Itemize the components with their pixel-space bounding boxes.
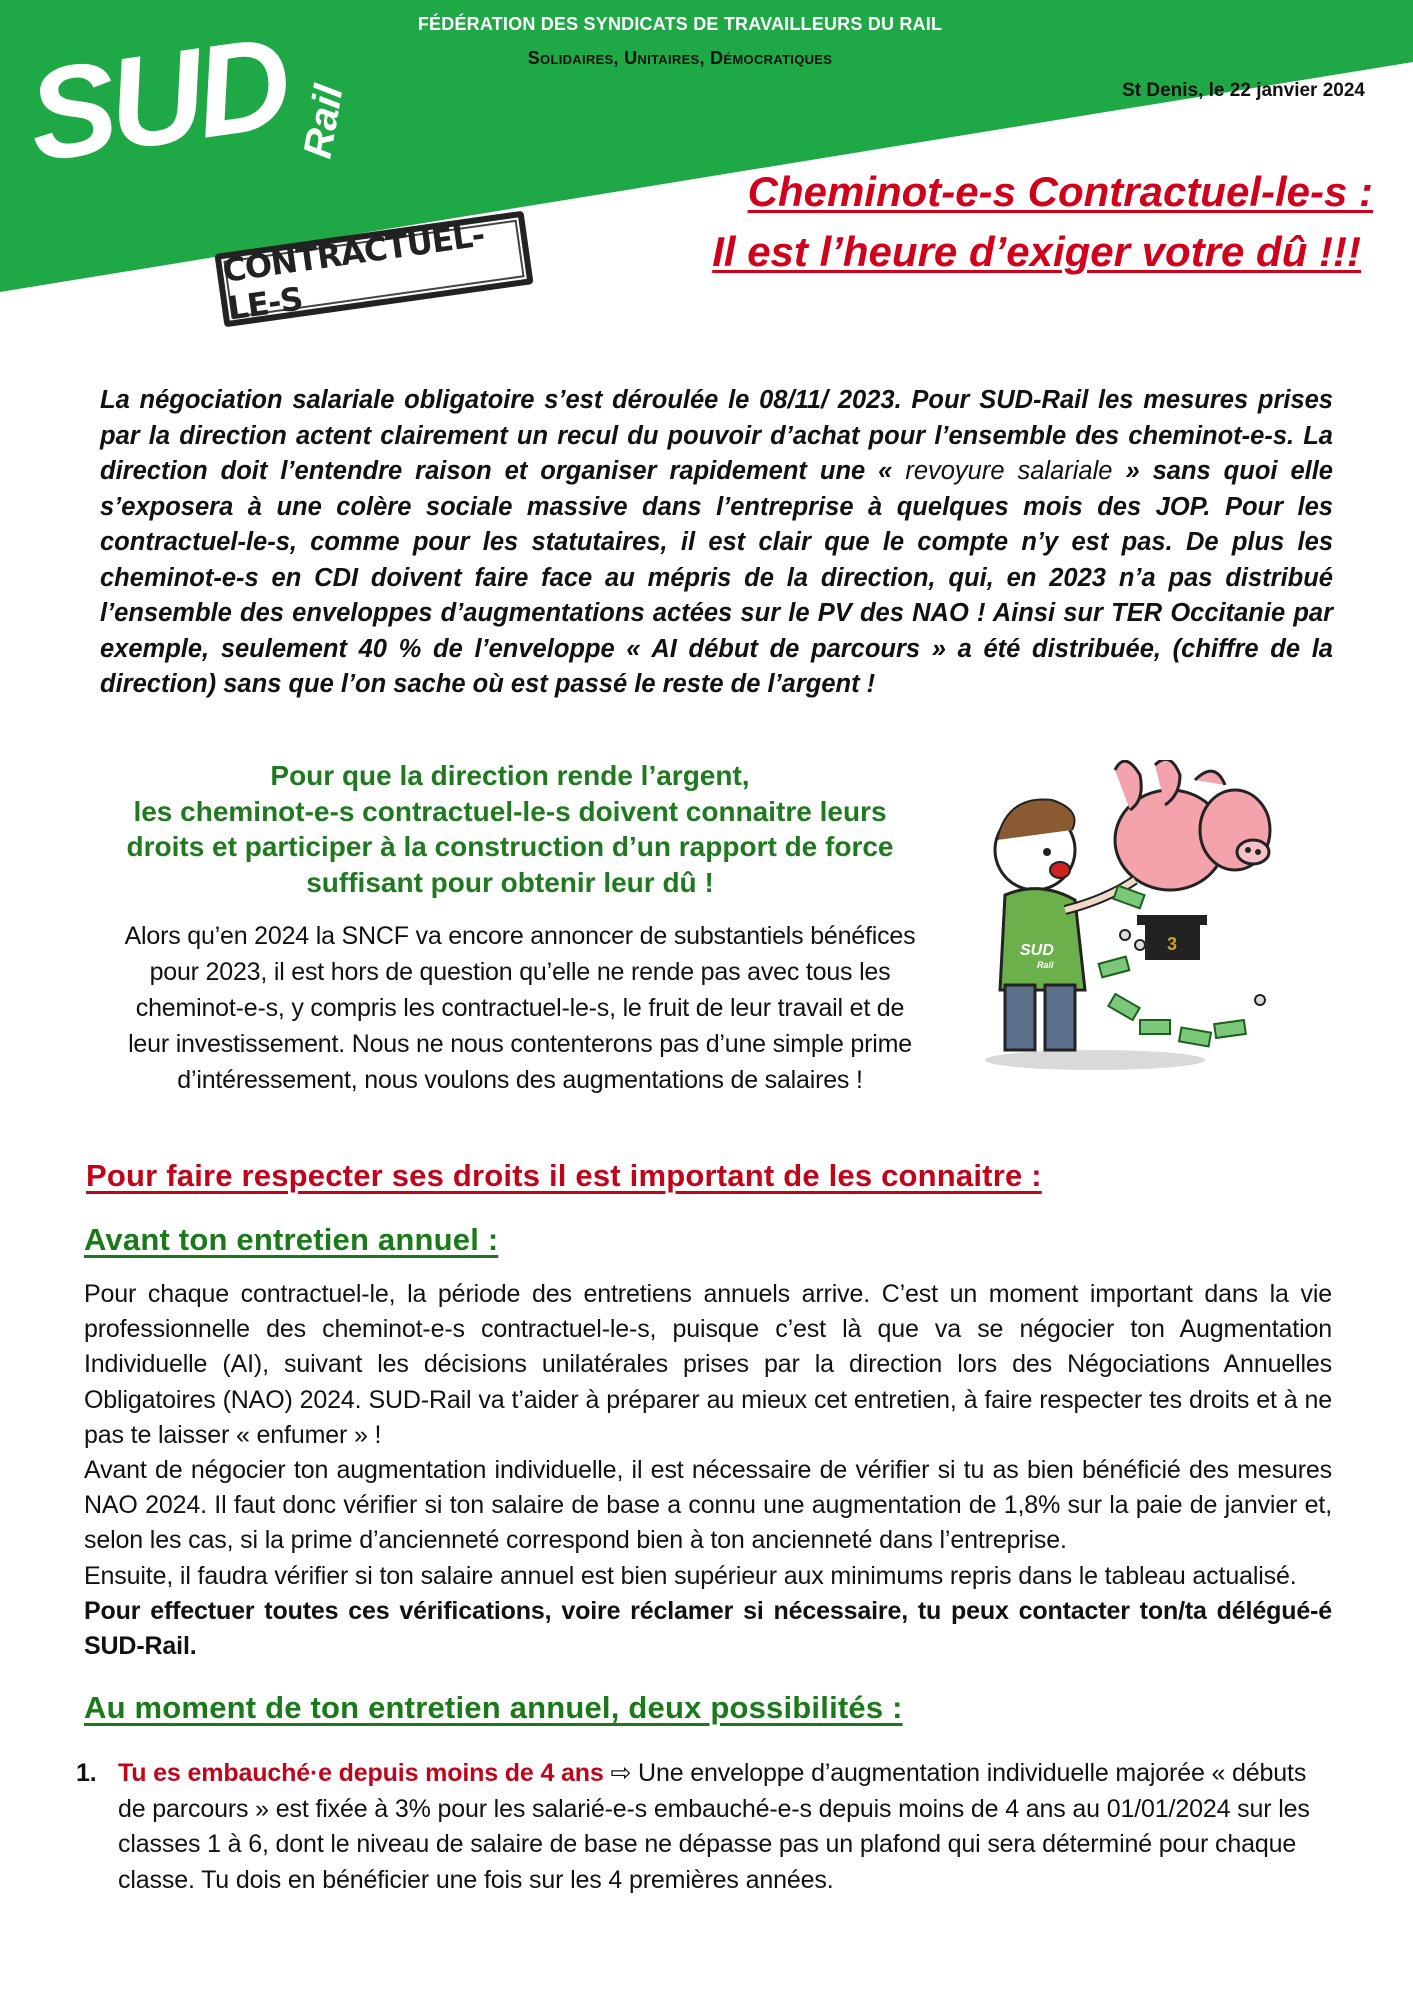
callout-body-line: pour 2023, il est hors de question qu’elle ne rende pas avec tous les bbox=[149, 958, 891, 986]
contractuel-stamp: CONTRACTUEL-LE-S bbox=[214, 211, 533, 328]
federation-name: FÉDÉRATION DES SYNDICATS DE TRAVAILLEURS DU RAIL bbox=[417, 14, 943, 34]
callout-body bbox=[90, 918, 950, 1098]
list-item-body: Une enveloppe d’augmentation individuelle majorée « débuts de parcours » est fixée à 3% pour les salarié-e-s embauché-e-s depuis moins de 4 ans au 01/01/2024 sur les classes 1 à 6, dont le niveau de salaire de base ne dépasse pas un plafond qui sera déterminé pour chaque classe. Tu dois en bénéficier une fois sur les 4 premières années. bbox=[118, 1759, 1310, 1894]
logo-text-rail: Rail bbox=[295, 81, 352, 162]
callout-body-line: Alors qu’en 2024 la SNCF va encore annoncer de substantiels bénéfices bbox=[124, 922, 916, 950]
list-item-number: 1. bbox=[76, 1759, 97, 1787]
federation-motto: Solidaires, Unitaires, Démocratiques bbox=[527, 48, 833, 68]
cartoon-illustration bbox=[965, 760, 1305, 1080]
callout-heading bbox=[70, 758, 950, 900]
callout-heading-line: suffisant pour obtenir leur dû ! bbox=[306, 866, 714, 898]
callout-heading-line: droits et participer à la construction d’un rapport de force bbox=[126, 831, 894, 862]
headline-line-2: Il est l’heure d’exiger votre dû !!! bbox=[712, 228, 1361, 275]
before-paragraph-1: Pour chaque contractuel-le, la période des entretiens annuels arrive. C’est un moment important dans la vie professionnelle des cheminot-e-s contractuel-le-s, puisque c’est là que va se négocier ton Augmentation Individuelle (AI), suivant les décisions unilatérales prises par la direction lors des Négociations Annuelles Obligatoires (NAO) 2024. SUD-Rail va t’aider à préparer au mieux cet entretien, à faire respecter tes droits et à ne pas te laisser « enfumer » ! bbox=[84, 1280, 1332, 1449]
list-item-text bbox=[118, 1756, 1332, 1898]
intro-part-1: La négociation salariale obligatoire s’est déroulée le 08/11/ 2023. Pour SUD-Rail les mesures prises par la direction actent clairement un recul du pouvoir d’achat pour l’ensemble des cheminot-e-s. La direction doit l’entendre raison et organiser rapidement une « bbox=[100, 386, 1333, 485]
during-interview-title: Au moment de ton entretien annuel, deux possibilités : bbox=[84, 1690, 903, 1725]
before-paragraph-4 bbox=[84, 1594, 1332, 1664]
before-interview-body bbox=[84, 1277, 1332, 1664]
rights-section-title: Pour faire respecter ses droits il est important de les connaitre : bbox=[86, 1158, 1042, 1193]
hat-label: 3 bbox=[1167, 934, 1178, 954]
list-item-lead: Tu es embauché·e depuis moins de 4 ans bbox=[118, 1759, 604, 1787]
callout-heading-line: les cheminot-e-s contractuel-le-s doivent connaitre leurs bbox=[133, 795, 887, 827]
intro-paragraph bbox=[100, 383, 1333, 703]
arrow-icon: ⇨ bbox=[603, 1759, 639, 1787]
callout-heading-line: Pour que la direction rende l’argent, bbox=[270, 760, 750, 791]
before-paragraph-3: Ensuite, il faudra vérifier si ton salaire annuel est bien supérieur aux minimums repris dans le tableau actualisé. bbox=[84, 1561, 1297, 1590]
shirt-logo-sub: Rail bbox=[1037, 960, 1054, 970]
intro-quote: revoyure salariale bbox=[892, 457, 1126, 485]
list-item bbox=[76, 1756, 1332, 1898]
headline-line-1: Cheminot-e-s Contractuel-le-s : bbox=[747, 168, 1373, 215]
logo-text-sud: SUD bbox=[19, 8, 294, 190]
money-bills bbox=[1099, 886, 1265, 1047]
shirt-logo: SUD bbox=[1020, 942, 1054, 959]
contact-delegate-text: Pour effectuer toutes ces vérifications, voire réclamer si nécessaire, tu peux contacter ton/ta délégué-é SUD-Rail. bbox=[84, 1596, 1332, 1661]
callout-body-line: cheminot-e-s, y compris les contractuel-le-s, le fruit de leur travail et de bbox=[135, 994, 905, 1022]
document-date: St Denis, le 22 janvier 2024 bbox=[1122, 80, 1365, 101]
intro-part-2: » sans quoi elle s’exposera à une colère sociale massive dans l’entreprise à quelques mois des JOP. Pour les contractuel-le-s, comme pour les statutaires, il est clair que le compte n’y est pas. De plus les cheminot-e-s en CDI doivent faire face au mépris de la direction, qui, en 2023 n’a pas distribué l’ensemble des enveloppes d’augmentations actées sur le PV des NAO ! Ainsi sur TER Occitanie par exemple, seulement 40 % de l’enveloppe « AI début de parcours » a été distribuée, (chiffre de la direction) sans que l’on sache où est passé le reste de l’argent ! bbox=[100, 457, 1333, 698]
pig-boss-figure bbox=[1115, 760, 1270, 960]
before-interview-title: Avant ton entretien annuel : bbox=[84, 1222, 499, 1257]
callout-body-line: d’intéressement, nous voulons des augmentations de salaires ! bbox=[177, 1066, 863, 1094]
callout-body-line: leur investissement. Nous ne nous contenterons pas d’une simple prime bbox=[128, 1030, 912, 1058]
before-paragraph-2: Avant de négocier ton augmentation individuelle, il est nécessaire de vérifier si tu as bien bénéficié des mesures NAO 2024. Il faut donc vérifier si ton salaire de base a connu une augmentation de 1,8% sur la paie de janvier et, selon les cas, si la prime d’ancienneté correspond bien à ton ancienneté dans l’entreprise. bbox=[84, 1456, 1332, 1555]
